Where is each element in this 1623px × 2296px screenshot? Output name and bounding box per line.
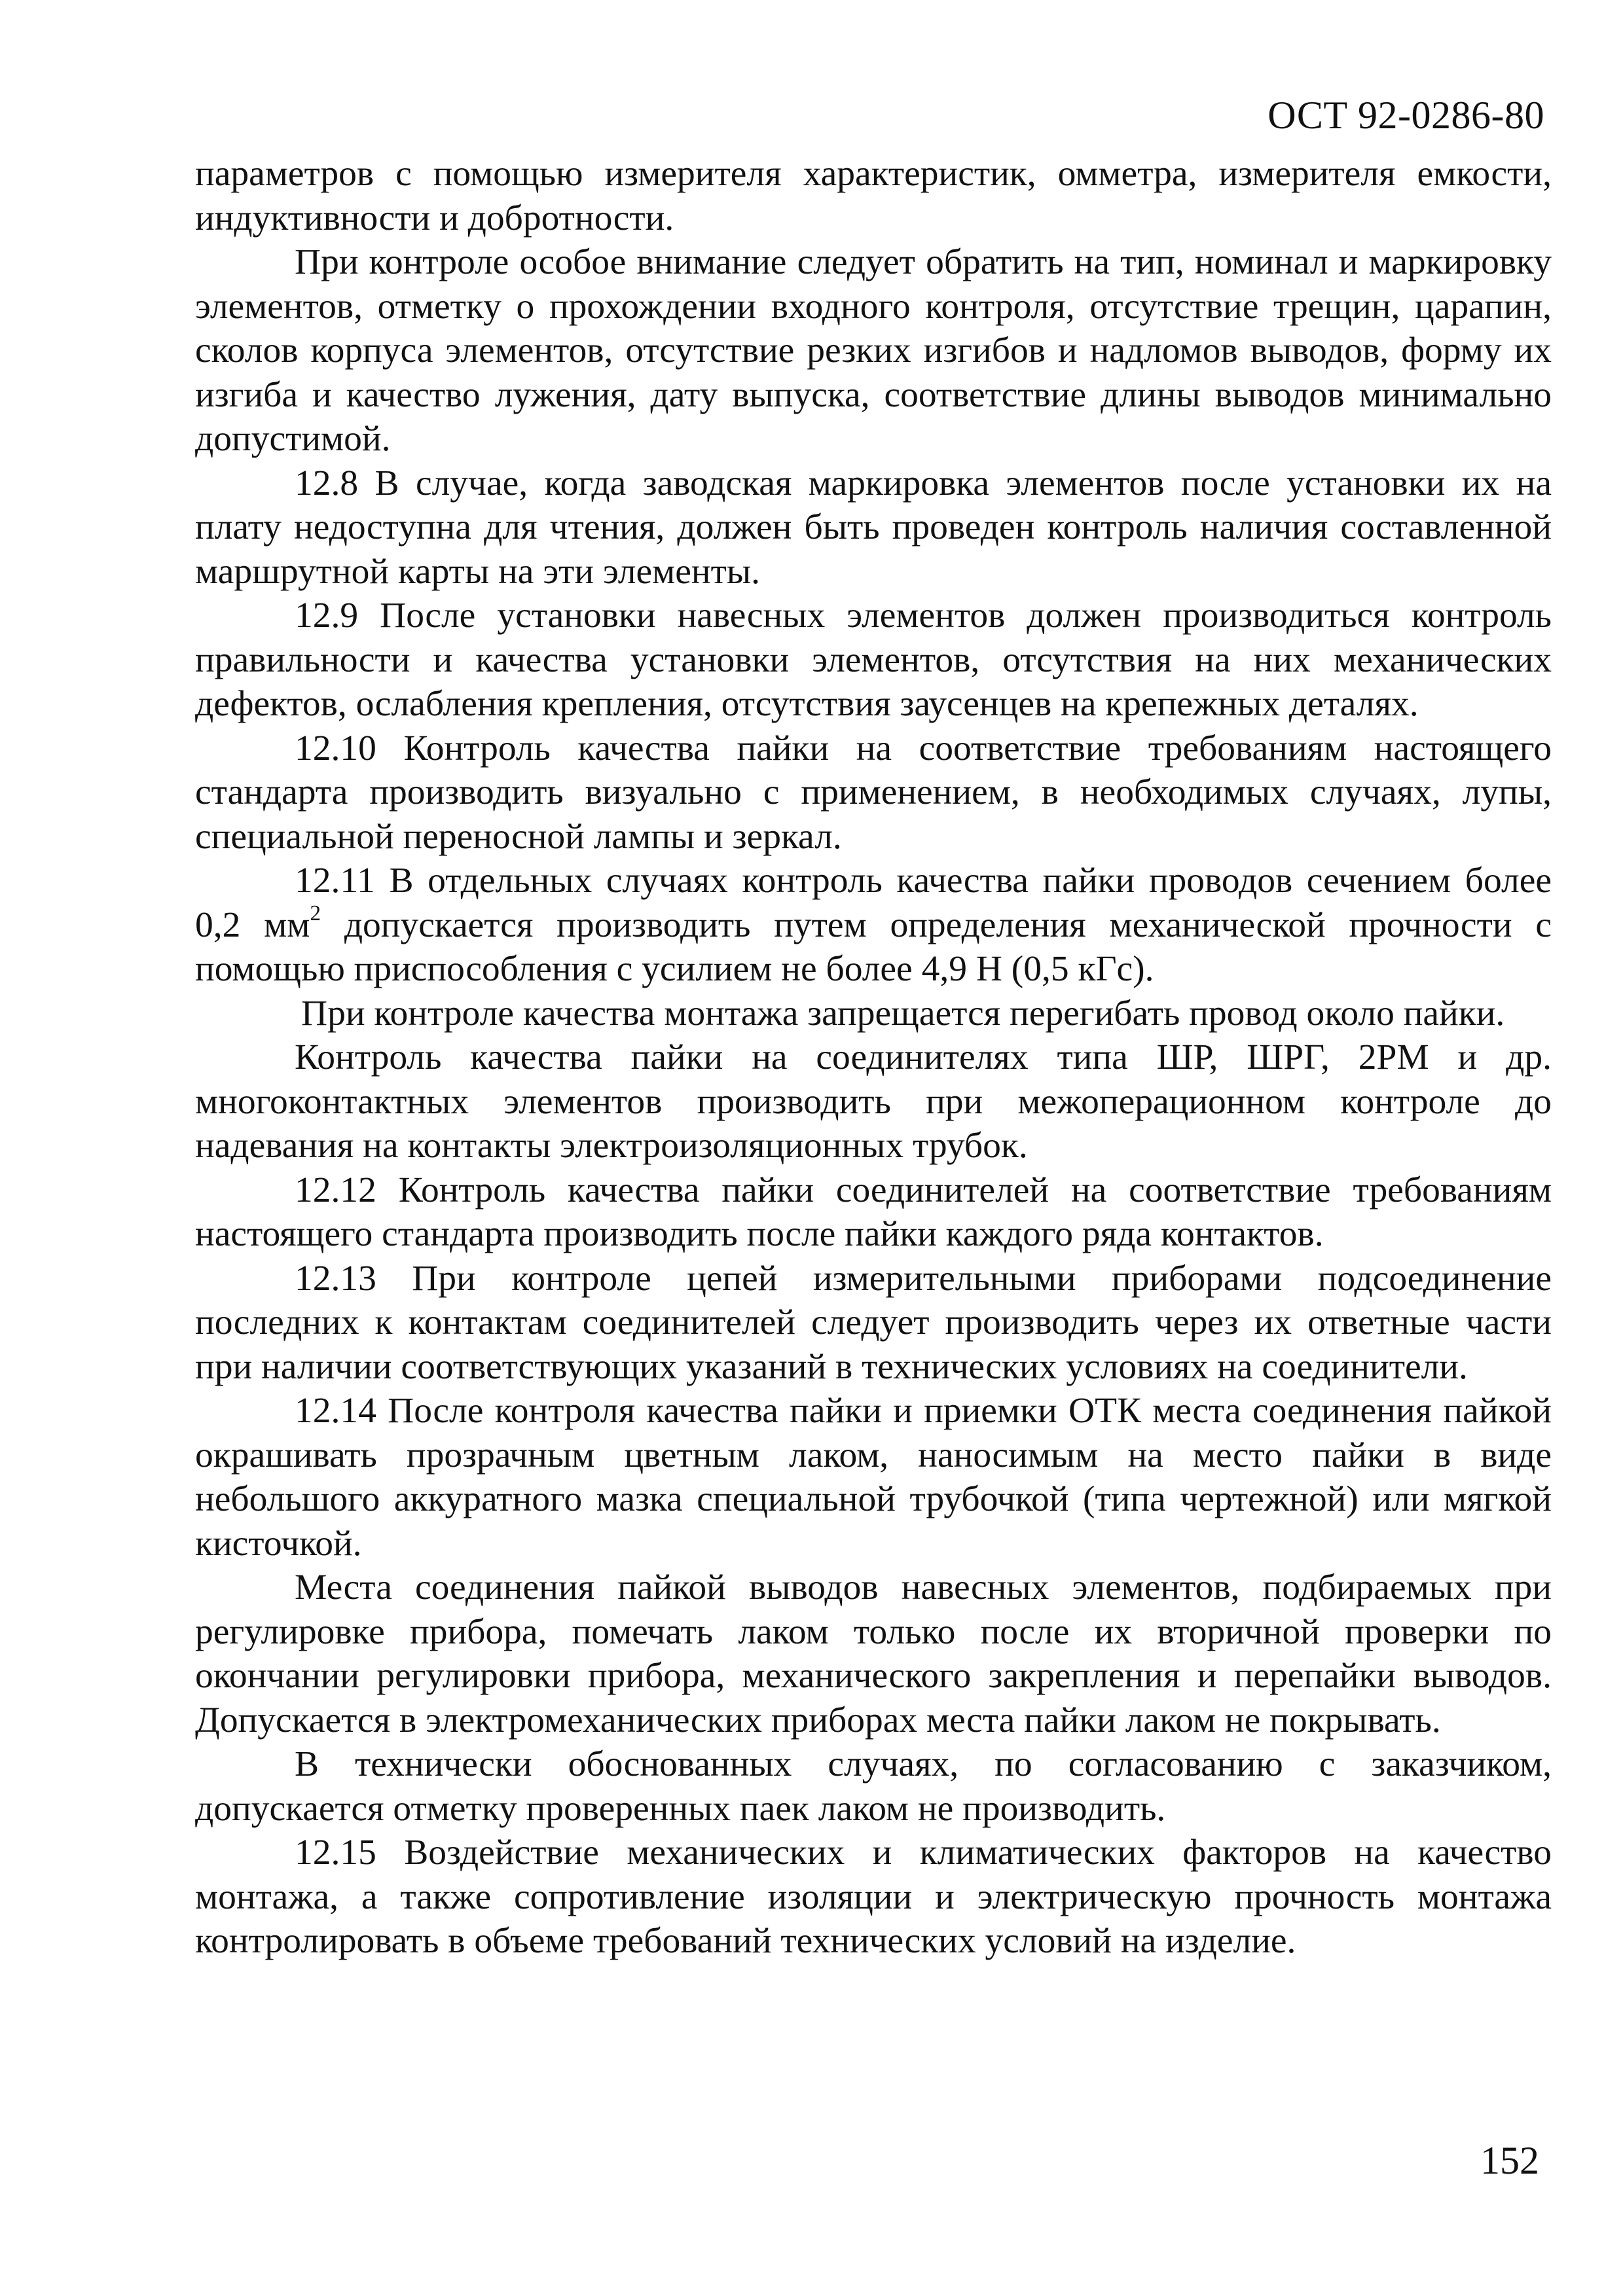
paragraph-12-13: 12.13 При контроле цепей измерительными приборами подсоединение последних к контактам соединителей следует производить через их ответные части при наличии соответствующих указаний в технических условиях на соединители. bbox=[195, 1258, 1552, 1387]
paragraph-12-11-part-1: 12.11 В отдельных случаях контроль качества пайки проводов сечением более 0,2 мм bbox=[195, 861, 1552, 945]
paragraph-bending-prohibition: При контроле качества монтажа запрещается перегибать провод около пайки. bbox=[301, 993, 1505, 1033]
paragraph-12-14: 12.14 После контроля качества пайки и приемки ОТК места соединения пайкой окрашивать прозрачным цветным лаком, наносимым на место пайки в виде небольшого аккуратного мазка специальной трубочкой (типа чертежной) или мягкой кисточкой. bbox=[195, 1391, 1552, 1564]
paragraph-lacquer-marking: Места соединения пайкой выводов навесных элементов, подбираемых при регулировке прибора, помечать лаком только после их вторичной проверки по окончании регулировки прибора, механического закрепления и перепайки выводов. Допускается в электромеханических приборах места пайки лаком не покрывать. bbox=[195, 1568, 1552, 1740]
paragraph-12-10: 12.10 Контроль качества пайки на соответствие требованиям настоящего стандарта производить визуально с применением, в необходимых случаях, лупы, специальной переносной лампы и зеркал. bbox=[195, 728, 1552, 857]
paragraph-continuation: параметров с помощью измерителя характеристик, омметра, измерителя емкости, индуктивности и добротности. bbox=[195, 154, 1552, 238]
paragraph-inspection-attention: При контроле особое внимание следует обратить на тип, номинал и маркировку элементов, отметку о прохождении входного контроля, отсутствие трещин, царапин, сколов корпуса элементов, отсутствие резких изгибов и надломов выводов, форму их изгиба и качество лужения, дату выпуска, соответствие длины выводов минимально допустимой. bbox=[195, 242, 1552, 459]
document-body bbox=[195, 152, 1552, 1964]
paragraph-12-8: 12.8 В случае, когда заводская маркировка элементов после установки их на плату недоступна для чтения, должен быть проведен контроль наличия составленной маршрутной карты на эти элементы. bbox=[195, 463, 1552, 592]
page-number: 152 bbox=[1480, 2139, 1539, 2182]
paragraph-12-11-part-2: допускается производить путем определения механической прочности с помощью приспособления с усилием не более 4,9 Н (0,5 кГс). bbox=[195, 905, 1552, 989]
paragraph-12-9: 12.9 После установки навесных элементов должен производиться контроль правильности и качества установки элементов, отсутствия на них механических дефектов, ослабления крепления, отсутствия заусенцев на крепежных деталях. bbox=[195, 596, 1552, 724]
paragraph-connector-solder-control: Контроль качества пайки на соединителях типа ШР, ШРГ, 2РМ и др. многоконтактных элементов производить при межоперационном контроле до надевания на контакты электроизоляционных трубок. bbox=[195, 1037, 1552, 1166]
superscript-squared: 2 bbox=[310, 901, 321, 926]
paragraph-12-12: 12.12 Контроль качества пайки соединителей на соответствие требованиям настоящего стандарта производить после пайки каждого ряда контактов. bbox=[195, 1170, 1552, 1254]
paragraph-12-15: 12.15 Воздействие механических и климатических факторов на качество монтажа, а также сопротивление изоляции и электрическую прочность монтажа контролировать в объеме требований технических условий на изделие. bbox=[195, 1833, 1552, 1961]
document-code: ОСТ 92-0286-80 bbox=[1267, 94, 1544, 137]
paragraph-justified-cases: В технически обоснованных случаях, по согласованию с заказчиком, допускается отметку проверенных паек лаком не производить. bbox=[195, 1744, 1552, 1829]
paragraph-12-11 bbox=[195, 859, 1552, 992]
